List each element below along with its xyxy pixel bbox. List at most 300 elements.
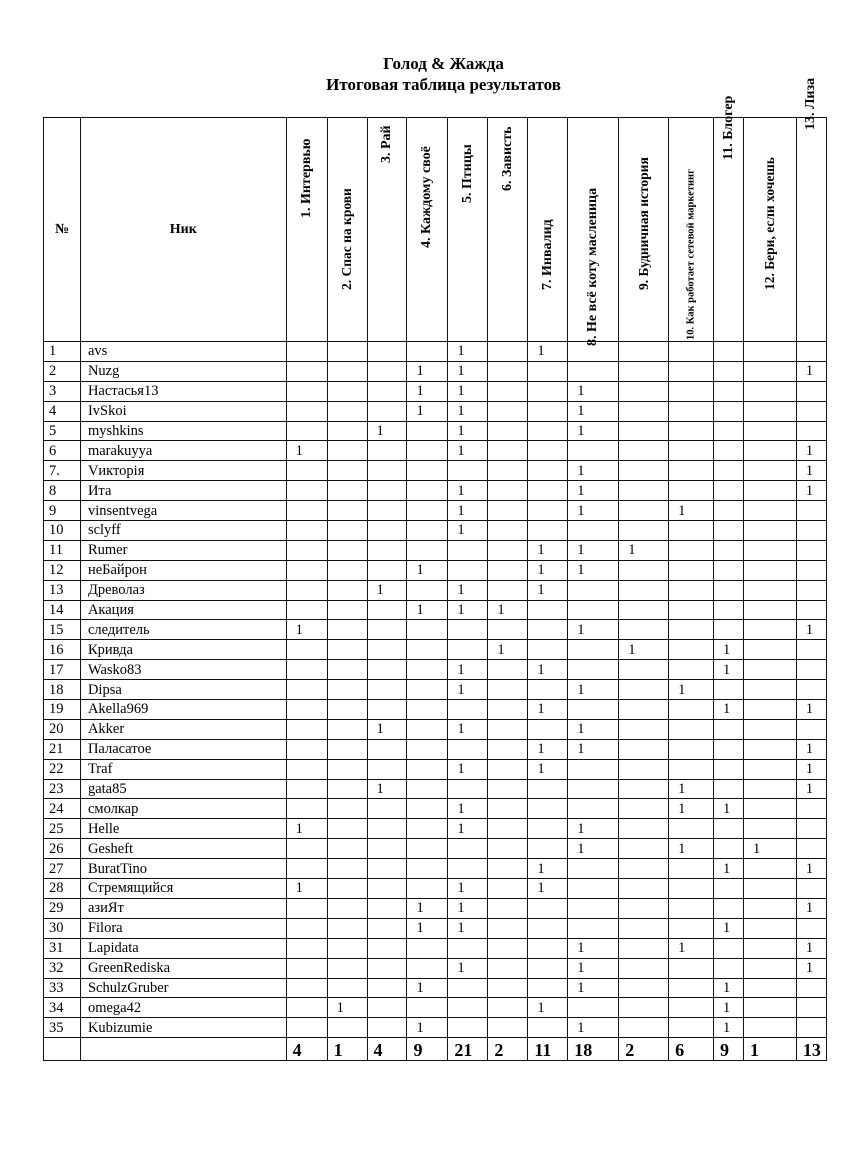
row-number: 28	[44, 879, 81, 899]
vote-cell	[407, 660, 448, 680]
header-nick: Ник	[80, 118, 286, 342]
header-column-13	[796, 77, 826, 342]
vote-cell	[367, 998, 407, 1018]
vote-cell	[286, 700, 327, 720]
vote-cell: 1	[568, 481, 619, 501]
vote-cell	[327, 640, 367, 660]
vote-cell: 1	[568, 560, 619, 580]
row-number: 22	[44, 759, 81, 779]
row-nick: Rumer	[80, 540, 286, 560]
vote-cell	[488, 381, 528, 401]
vote-cell	[286, 859, 327, 879]
vote-cell	[568, 859, 619, 879]
vote-cell	[327, 521, 367, 541]
vote-cell	[743, 640, 796, 660]
vote-cell	[327, 700, 367, 720]
table-row	[44, 700, 827, 720]
vote-cell	[488, 819, 528, 839]
vote-cell	[528, 1018, 568, 1038]
vote-cell	[796, 998, 826, 1018]
row-nick: GreenRediska	[80, 958, 286, 978]
vote-cell: 1	[714, 660, 744, 680]
vote-cell	[367, 938, 407, 958]
vote-cell: 1	[568, 839, 619, 859]
vote-cell	[327, 361, 367, 381]
vote-cell	[286, 600, 327, 620]
total-cell: 2	[619, 1038, 669, 1061]
vote-cell: 1	[669, 501, 714, 521]
vote-cell: 1	[796, 779, 826, 799]
row-number: 19	[44, 700, 81, 720]
table-row	[44, 620, 827, 640]
row-number: 26	[44, 839, 81, 859]
row-number: 35	[44, 1018, 81, 1038]
vote-cell	[286, 958, 327, 978]
row-nick: Vикторія	[80, 461, 286, 481]
vote-cell	[619, 680, 669, 700]
total-cell: 9	[407, 1038, 448, 1061]
table-row	[44, 759, 827, 779]
vote-cell	[619, 361, 669, 381]
vote-cell	[714, 938, 744, 958]
vote-cell: 1	[669, 938, 714, 958]
vote-cell: 1	[796, 859, 826, 879]
vote-cell	[286, 401, 327, 421]
header-column-10	[669, 118, 714, 342]
vote-cell	[327, 540, 367, 560]
vote-cell	[796, 580, 826, 600]
vote-cell: 1	[448, 719, 488, 739]
vote-cell	[743, 799, 796, 819]
row-nick: Filora	[80, 918, 286, 938]
vote-cell: 1	[286, 879, 327, 899]
vote-cell	[448, 998, 488, 1018]
vote-cell	[488, 680, 528, 700]
vote-cell	[488, 361, 528, 381]
vote-cell	[488, 501, 528, 521]
total-cell: 21	[448, 1038, 488, 1061]
vote-cell	[743, 739, 796, 759]
vote-cell	[619, 501, 669, 521]
vote-cell: 1	[568, 401, 619, 421]
vote-cell	[286, 998, 327, 1018]
vote-cell	[714, 620, 744, 640]
vote-cell: 1	[448, 918, 488, 938]
vote-cell	[669, 719, 714, 739]
row-nick: неБайрон	[80, 560, 286, 580]
vote-cell: 1	[528, 998, 568, 1018]
vote-cell	[528, 978, 568, 998]
row-nick: Traf	[80, 759, 286, 779]
vote-cell	[619, 381, 669, 401]
header-column-11	[714, 95, 744, 342]
row-number: 10	[44, 521, 81, 541]
vote-cell	[488, 859, 528, 879]
vote-cell: 1	[448, 580, 488, 600]
vote-cell: 1	[796, 898, 826, 918]
vote-cell	[286, 759, 327, 779]
vote-cell	[619, 978, 669, 998]
table-row	[44, 540, 827, 560]
vote-cell	[286, 799, 327, 819]
row-number: 27	[44, 859, 81, 879]
vote-cell	[407, 481, 448, 501]
row-nick: Ита	[80, 481, 286, 501]
vote-cell	[743, 342, 796, 362]
vote-cell	[743, 521, 796, 541]
vote-cell	[619, 342, 669, 362]
vote-cell	[669, 1018, 714, 1038]
vote-cell	[407, 620, 448, 640]
table-row	[44, 978, 827, 998]
vote-cell	[448, 640, 488, 660]
vote-cell	[619, 879, 669, 899]
vote-cell: 1	[367, 719, 407, 739]
vote-cell	[568, 521, 619, 541]
row-nick: sclyff	[80, 521, 286, 541]
vote-cell: 1	[568, 719, 619, 739]
header-column-4	[407, 118, 448, 342]
vote-cell	[327, 600, 367, 620]
row-nick: marakuyya	[80, 441, 286, 461]
vote-cell	[488, 839, 528, 859]
row-nick: азиЯт	[80, 898, 286, 918]
vote-cell	[327, 401, 367, 421]
vote-cell: 1	[528, 859, 568, 879]
row-number: 12	[44, 560, 81, 580]
vote-cell	[714, 879, 744, 899]
vote-cell	[367, 1018, 407, 1038]
vote-cell	[407, 441, 448, 461]
vote-cell	[568, 898, 619, 918]
vote-cell	[568, 879, 619, 899]
vote-cell	[619, 421, 669, 441]
vote-cell	[528, 958, 568, 978]
vote-cell	[669, 660, 714, 680]
vote-cell	[669, 342, 714, 362]
vote-cell	[568, 600, 619, 620]
vote-cell	[669, 521, 714, 541]
vote-cell: 1	[448, 481, 488, 501]
vote-cell: 1	[669, 779, 714, 799]
row-nick: Helle	[80, 819, 286, 839]
vote-cell	[407, 779, 448, 799]
vote-cell	[568, 759, 619, 779]
row-nick: gata85	[80, 779, 286, 799]
header-column-label: 9. Будничная история	[635, 157, 651, 290]
table-row	[44, 739, 827, 759]
vote-cell: 1	[568, 978, 619, 998]
vote-cell: 1	[568, 958, 619, 978]
vote-cell	[714, 441, 744, 461]
vote-cell	[407, 879, 448, 899]
vote-cell	[448, 779, 488, 799]
header-column-label: 3. Рай	[379, 125, 395, 163]
vote-cell: 1	[367, 580, 407, 600]
vote-cell	[286, 381, 327, 401]
vote-cell: 1	[448, 441, 488, 461]
row-nick: SchulzGruber	[80, 978, 286, 998]
table-row	[44, 481, 827, 501]
vote-cell	[407, 461, 448, 481]
vote-cell	[488, 421, 528, 441]
vote-cell: 1	[448, 401, 488, 421]
vote-cell	[407, 719, 448, 739]
vote-cell: 1	[407, 401, 448, 421]
table-row	[44, 580, 827, 600]
vote-cell	[796, 918, 826, 938]
vote-cell	[327, 441, 367, 461]
vote-cell	[367, 361, 407, 381]
vote-cell	[407, 540, 448, 560]
row-nick: Akker	[80, 719, 286, 739]
vote-cell	[528, 501, 568, 521]
vote-cell	[286, 342, 327, 362]
vote-cell	[528, 381, 568, 401]
total-cell: 2	[488, 1038, 528, 1061]
vote-cell	[488, 441, 528, 461]
vote-cell	[714, 361, 744, 381]
vote-cell: 1	[407, 978, 448, 998]
vote-cell	[286, 361, 327, 381]
vote-cell	[367, 859, 407, 879]
row-nick: Кривда	[80, 640, 286, 660]
vote-cell: 1	[407, 381, 448, 401]
vote-cell	[448, 700, 488, 720]
vote-cell	[407, 759, 448, 779]
row-nick: IvSkoi	[80, 401, 286, 421]
vote-cell	[714, 739, 744, 759]
vote-cell	[488, 521, 528, 541]
vote-cell	[619, 918, 669, 938]
vote-cell	[669, 600, 714, 620]
vote-cell	[714, 600, 744, 620]
vote-cell: 1	[714, 640, 744, 660]
vote-cell	[743, 1018, 796, 1038]
vote-cell: 1	[714, 1018, 744, 1038]
vote-cell	[714, 461, 744, 481]
vote-cell: 1	[448, 342, 488, 362]
vote-cell	[619, 700, 669, 720]
vote-cell	[367, 879, 407, 899]
vote-cell	[796, 421, 826, 441]
header-column-6	[488, 118, 528, 342]
vote-cell	[796, 501, 826, 521]
vote-cell	[619, 401, 669, 421]
vote-cell	[619, 441, 669, 461]
vote-cell	[619, 859, 669, 879]
vote-cell	[448, 859, 488, 879]
vote-cell	[407, 958, 448, 978]
row-nick: Dipsa	[80, 680, 286, 700]
vote-cell	[619, 481, 669, 501]
total-cell: 13	[796, 1038, 826, 1061]
vote-cell: 1	[528, 700, 568, 720]
vote-cell	[407, 799, 448, 819]
vote-cell	[743, 719, 796, 739]
vote-cell: 1	[796, 620, 826, 640]
vote-cell	[327, 680, 367, 700]
vote-cell	[488, 700, 528, 720]
vote-cell	[528, 600, 568, 620]
header-column-12	[743, 118, 796, 342]
row-nick: Акация	[80, 600, 286, 620]
vote-cell	[796, 680, 826, 700]
vote-cell	[743, 481, 796, 501]
vote-cell	[327, 501, 367, 521]
vote-cell	[619, 958, 669, 978]
vote-cell	[669, 879, 714, 899]
vote-cell	[714, 580, 744, 600]
table-row	[44, 401, 827, 421]
table-row	[44, 680, 827, 700]
header-column-label: 13. Лиза	[803, 77, 819, 130]
row-number: 21	[44, 739, 81, 759]
vote-cell	[528, 421, 568, 441]
vote-cell: 1	[488, 600, 528, 620]
table-row	[44, 600, 827, 620]
vote-cell: 1	[714, 978, 744, 998]
vote-cell	[619, 719, 669, 739]
vote-cell	[568, 640, 619, 660]
vote-cell	[327, 898, 367, 918]
vote-cell	[286, 421, 327, 441]
table-row	[44, 918, 827, 938]
vote-cell: 1	[407, 918, 448, 938]
vote-cell	[619, 819, 669, 839]
row-number: 3	[44, 381, 81, 401]
table-row	[44, 859, 827, 879]
vote-cell	[286, 580, 327, 600]
vote-cell	[327, 799, 367, 819]
vote-cell	[568, 998, 619, 1018]
vote-cell: 1	[714, 859, 744, 879]
vote-cell: 1	[448, 879, 488, 899]
vote-cell	[327, 978, 367, 998]
vote-cell: 1	[448, 680, 488, 700]
vote-cell	[743, 958, 796, 978]
vote-cell	[743, 401, 796, 421]
vote-cell	[286, 680, 327, 700]
vote-cell	[367, 819, 407, 839]
table-row	[44, 1018, 827, 1038]
vote-cell	[796, 640, 826, 660]
vote-cell	[488, 481, 528, 501]
vote-cell	[407, 580, 448, 600]
vote-cell	[619, 839, 669, 859]
vote-cell	[407, 680, 448, 700]
header-num: №	[44, 118, 81, 342]
vote-cell	[528, 779, 568, 799]
row-nick: Wasko83	[80, 660, 286, 680]
row-nick: avs	[80, 342, 286, 362]
table-row	[44, 521, 827, 541]
vote-cell	[528, 819, 568, 839]
vote-cell	[327, 839, 367, 859]
vote-cell	[286, 1018, 327, 1038]
vote-cell	[528, 461, 568, 481]
vote-cell: 1	[796, 958, 826, 978]
vote-cell	[488, 958, 528, 978]
row-nick: следитель	[80, 620, 286, 640]
vote-cell	[407, 938, 448, 958]
vote-cell	[568, 799, 619, 819]
total-cell: 6	[669, 1038, 714, 1061]
vote-cell	[528, 640, 568, 660]
vote-cell	[448, 938, 488, 958]
vote-cell	[796, 839, 826, 859]
total-cell: 11	[528, 1038, 568, 1061]
vote-cell: 1	[796, 700, 826, 720]
vote-cell	[327, 1018, 367, 1038]
vote-cell: 1	[714, 700, 744, 720]
vote-cell	[528, 839, 568, 859]
vote-cell	[367, 600, 407, 620]
vote-cell: 1	[448, 361, 488, 381]
vote-cell	[669, 361, 714, 381]
row-number: 9	[44, 501, 81, 521]
total-cell: 9	[714, 1038, 744, 1061]
vote-cell	[327, 958, 367, 978]
vote-cell	[714, 421, 744, 441]
vote-cell	[407, 859, 448, 879]
vote-cell	[619, 560, 669, 580]
vote-cell	[407, 998, 448, 1018]
vote-cell	[743, 580, 796, 600]
vote-cell	[367, 640, 407, 660]
vote-cell	[743, 361, 796, 381]
document-title: Голод & Жажда	[383, 54, 504, 73]
table-row	[44, 938, 827, 958]
row-nick: смолкар	[80, 799, 286, 819]
vote-cell: 1	[568, 938, 619, 958]
vote-cell	[568, 700, 619, 720]
vote-cell	[286, 839, 327, 859]
vote-cell	[286, 660, 327, 680]
vote-cell	[796, 600, 826, 620]
row-number: 2	[44, 361, 81, 381]
vote-cell	[743, 998, 796, 1018]
vote-cell	[367, 978, 407, 998]
vote-cell	[407, 342, 448, 362]
vote-cell	[743, 918, 796, 938]
row-number: 20	[44, 719, 81, 739]
header-column-label: 4. Каждому своё	[419, 146, 435, 248]
vote-cell: 1	[528, 739, 568, 759]
vote-cell: 1	[796, 461, 826, 481]
header-column-2	[327, 118, 367, 342]
vote-cell	[367, 918, 407, 938]
vote-cell: 1	[743, 839, 796, 859]
vote-cell	[568, 779, 619, 799]
vote-cell: 1	[568, 739, 619, 759]
row-number: 11	[44, 540, 81, 560]
vote-cell	[327, 560, 367, 580]
vote-cell	[528, 481, 568, 501]
vote-cell	[669, 381, 714, 401]
vote-cell: 1	[568, 540, 619, 560]
vote-cell: 1	[619, 540, 669, 560]
vote-cell	[286, 540, 327, 560]
vote-cell	[286, 779, 327, 799]
vote-cell	[367, 839, 407, 859]
vote-cell	[528, 441, 568, 461]
row-nick: BuratTino	[80, 859, 286, 879]
vote-cell: 1	[407, 361, 448, 381]
vote-cell	[743, 898, 796, 918]
vote-cell: 1	[286, 819, 327, 839]
vote-cell	[743, 540, 796, 560]
